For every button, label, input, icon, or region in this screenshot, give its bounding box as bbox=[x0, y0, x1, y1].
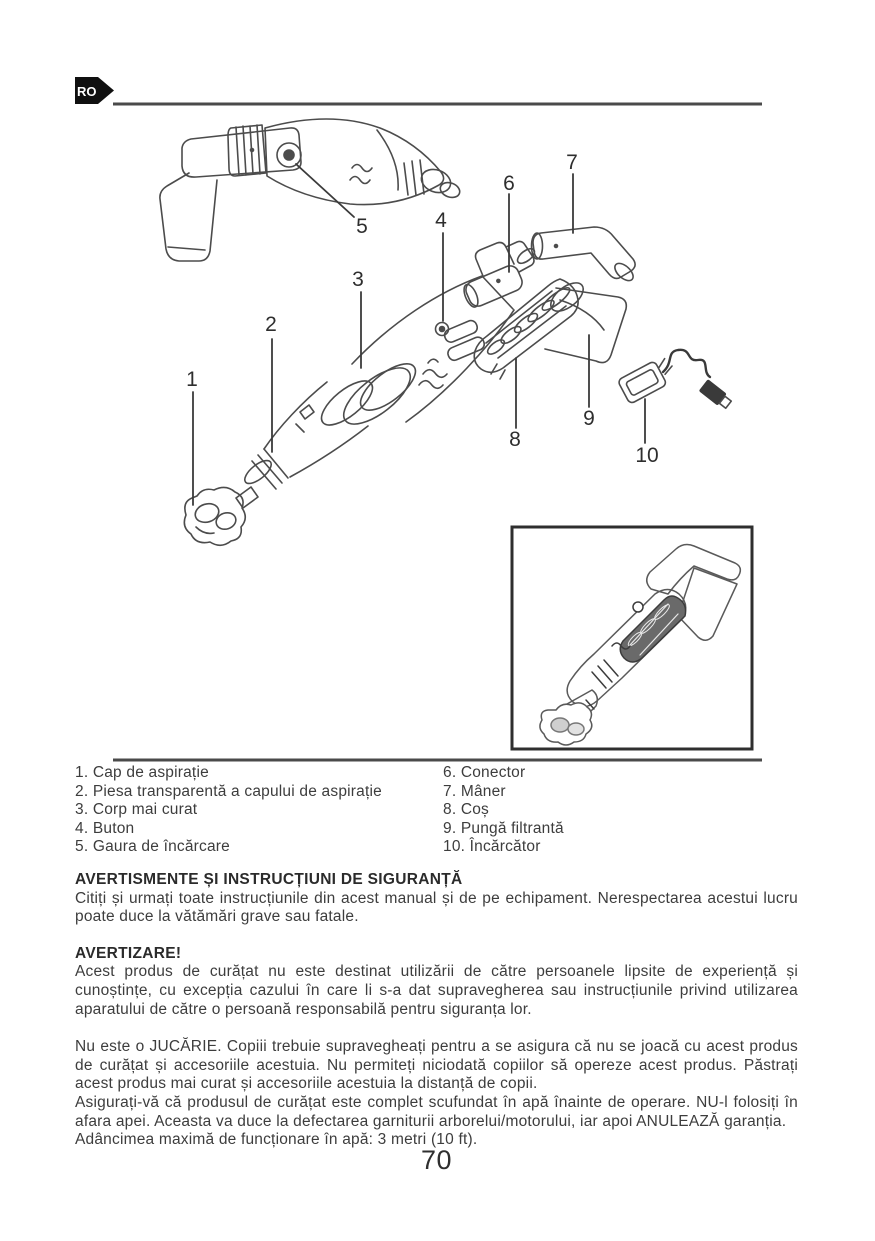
warning-paragraph-2: Nu este o JUCĂRIE. Copiii trebuie supravegheați pentru a se asigura că nu se joacă cu acest produs de curățat și accesoriile acestuia. Nu permiteți niciodată copiilor să opereze acest produs. Păstrați acest produs mai curat și accesoriile acestuia la distanță de copii. bbox=[75, 1038, 798, 1093]
callout-number-6: 6 bbox=[503, 172, 515, 195]
safety-heading: AVERTISMENTE ȘI INSTRUCȚIUNI DE SIGURANȚĂ bbox=[75, 870, 463, 888]
parts-list-item: 1. Cap de aspirație bbox=[75, 764, 209, 781]
cleaner-body-drawing bbox=[335, 241, 537, 434]
callout-number-8: 8 bbox=[509, 428, 521, 451]
warning-heading: AVERTIZARE! bbox=[75, 944, 182, 962]
callout-number-3: 3 bbox=[352, 268, 364, 291]
parts-list-item: 9. Pungă filtrantă bbox=[443, 819, 564, 837]
page-number: 70 bbox=[420, 1144, 453, 1175]
parts-list-item: 8. Coș bbox=[443, 801, 489, 819]
suction-head-drawing bbox=[184, 487, 258, 545]
parts-list bbox=[75, 764, 798, 857]
parts-list-right-column bbox=[443, 764, 798, 857]
warning-paragraph-3: Asigurați-vă că produsul de curățat este complet scufundat în apă înainte de operare. NU-l folosiți în afara apei. Aceasta va duce la defectarea garniturii arborelui/motorului, iar apoi ANULEAZĂ garanția. bbox=[75, 1093, 798, 1130]
assembled-view-inset bbox=[512, 527, 752, 749]
callout-number-1: 1 bbox=[186, 368, 198, 391]
callout-number-7: 7 bbox=[566, 151, 578, 174]
language-tag-ro bbox=[75, 77, 114, 104]
page-text bbox=[75, 764, 798, 1175]
safety-paragraph: Citiți și urmați toate instrucțiunile din acest manual și de pe echipament. Nerespectarea acestui lucru poate duce la vătămări grave sau fatale. bbox=[75, 889, 798, 926]
charger-drawing bbox=[617, 350, 733, 411]
parts-list-item: 6. Conector bbox=[443, 764, 526, 781]
callout-number-4: 4 bbox=[435, 209, 447, 232]
callout-number-2: 2 bbox=[265, 313, 277, 336]
parts-list-item: 4. Buton bbox=[75, 819, 135, 837]
vacuum-handle-assembly-drawing bbox=[160, 119, 462, 261]
callout-numbers bbox=[186, 151, 659, 467]
handle-tube-drawing bbox=[532, 227, 637, 284]
filter-bag-drawing bbox=[545, 288, 626, 363]
callout-number-10: 10 bbox=[635, 444, 659, 467]
parts-list-left-column bbox=[75, 764, 443, 857]
callout-number-9: 9 bbox=[583, 407, 595, 430]
parts-list-item: 2. Piesa transparentă a capului de aspirație bbox=[75, 782, 382, 800]
parts-list-item: 7. Mâner bbox=[443, 782, 506, 800]
callout-leader-lines bbox=[193, 164, 645, 505]
language-tag-label: RO bbox=[77, 84, 97, 99]
parts-list-item: 10. Încărcător bbox=[443, 838, 541, 856]
callout-number-5: 5 bbox=[356, 215, 368, 238]
warning-paragraph-1: Acest produs de curățat nu este destinat utilizării de către persoanele lipsite de experiență și cunoștințe, cu excepția cazului în care li s-a dat supravegherea sau instrucțiunile privind utilizarea aparatului de către o persoană responsabilă pentru siguranța lor. bbox=[75, 963, 798, 1018]
warning-paragraph-4: Adâncimea maximă de funcționare în apă: 3 metri (10 ft). bbox=[75, 1131, 478, 1149]
parts-list-item: 5. Gaura de încărcare bbox=[75, 838, 230, 856]
transparent-cone-drawing bbox=[241, 373, 379, 489]
parts-list-item: 3. Corp mai curat bbox=[75, 801, 198, 819]
